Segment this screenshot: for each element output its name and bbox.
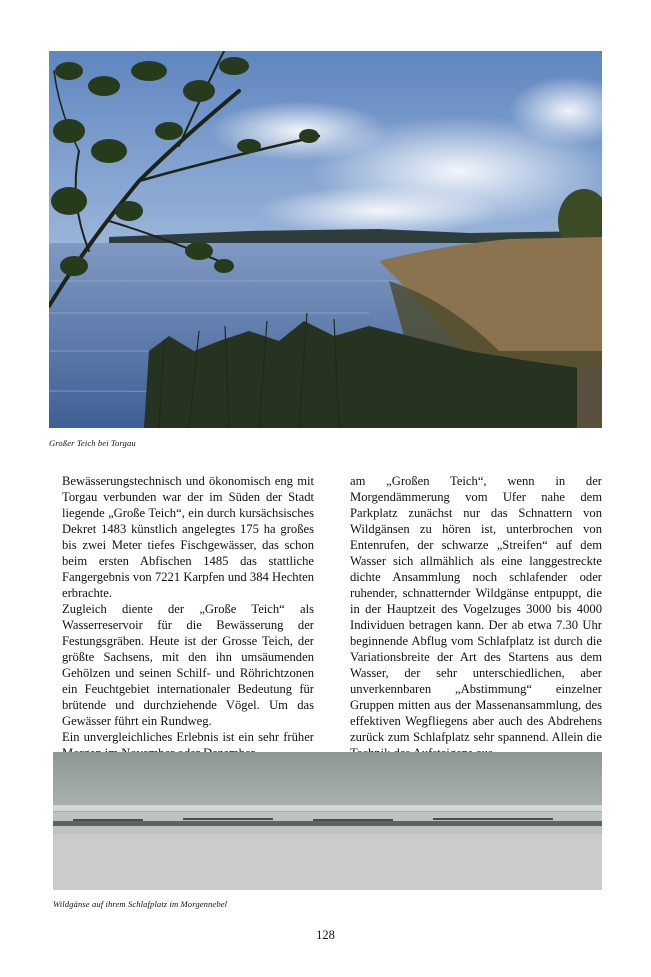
lake-illustration — [49, 51, 602, 428]
paragraph: Ein unvergleichliches Erlebnis ist ein sehr früher — [62, 730, 314, 744]
misty-lake-illustration — [53, 752, 602, 890]
text-column-right — [350, 473, 602, 761]
lake-photo — [49, 51, 602, 428]
text-column-left — [62, 473, 314, 761]
paragraph: am „Großen Teich“, wenn in der Morgendämmerung vom Ufer nahe dem Parkplatz zunächst nur das Schnattern von Wildgänsen zu hören ist, unterbrochen von Entenrufen, der schwarze „Streifen“ auf dem Wasser sich allmählich als eine langgestreckte dichte Ansammlung noch schlafender oder ruhender, schnatternder Wildgänse entpuppt, die in der Hauptzeit des Vogelzuges 3000 bis 4000 Individuen betragen kann. Der ab etwa 7.30 Uhr beginnende Abflug vom Schlafplatz ist durch die Variationsbreite der Art des Startens aus dem Wasser, der sehr unterschiedlichen, aber unverkennbaren „Abstimmung“ einzelner Gruppen mitten aus der Massenansammlung, des effektiven Wegfliegens aber auch des Abdrehens zurück zum Schlafplatz sehr spannend. Allein die — [350, 474, 602, 744]
geese-photo — [53, 752, 602, 890]
paragraph: Bewässerungstechnisch und ökonomisch eng mit Torgau verbunden war der im Süden der Stadt liegende „Große Teich“, ein durch kursächsisches Dekret 1483 künstlich angelegtes 175 ha großes bis zwei Meter tiefes Fischgewässer, das schon beim ersten Abfischen 1485 das stattliche Fangergebnis von 7221 Karpfen und 384 Hechten erbrachte. — [62, 474, 314, 600]
bottom-photo-caption: Wildgänse auf ihrem Schlafplatz im Morgennebel — [53, 899, 228, 909]
paragraph: Zugleich diente der „Große Teich“ als Wasserreservoir für die Bewässerung der Festungsgräben. Heute ist der Grosse Teich, der größte Sachsens, mit den ihn umsäumenden Gehölzen und seinen Schilf- und Röhrichtzonen ein Feuchtgebiet internationaler Bedeutung für brütende und durchziehende Vögel. Um das Gewässer führt ein Rundweg. — [62, 602, 314, 728]
page-number: 128 — [316, 928, 335, 942]
top-photo-caption: Großer Teich bei Torgau — [49, 438, 136, 448]
